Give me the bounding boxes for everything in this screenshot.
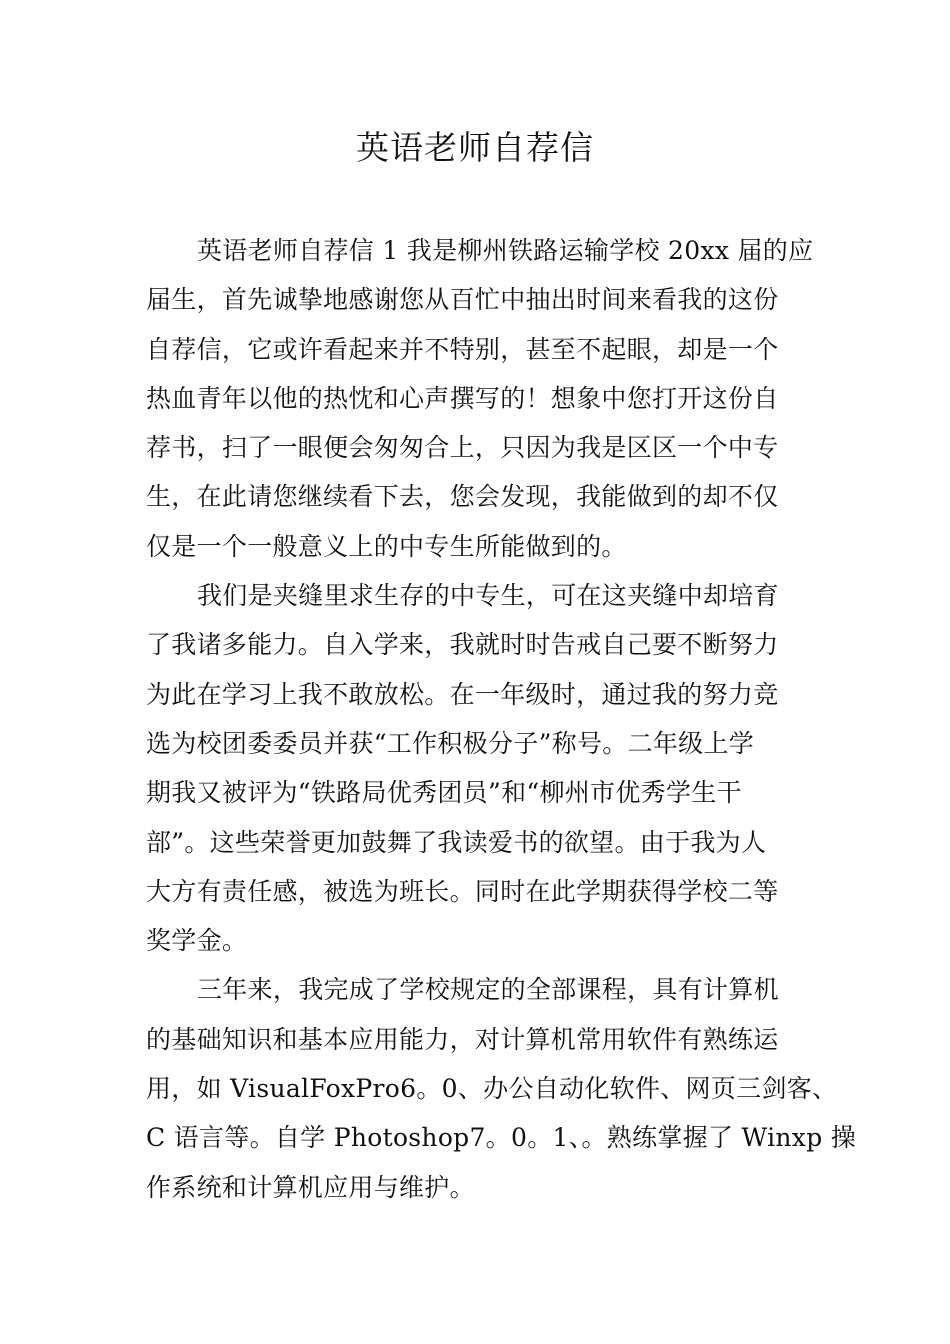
paragraph-line: 仅是一个一般意义上的中专生所能做到的。 bbox=[146, 531, 627, 561]
paragraph-line: 自荐信，它或许看起来并不特别，甚至不起眼，却是一个 bbox=[146, 334, 779, 364]
paragraph-line: 了我诸多能力。自入学来，我就时时告戒自己要不断努力 bbox=[146, 630, 779, 660]
paragraph-line: 用，如 VisualFoxPro6。0、办公自动化软件、网页三剑客、 bbox=[146, 1074, 838, 1104]
paragraph-line: 届生，首先诚挚地感谢您从百忙中抽出时间来看我的这份 bbox=[146, 285, 779, 315]
paragraph-line: 生，在此请您继续看下去，您会发现，我能做到的却不仅 bbox=[146, 482, 779, 512]
paragraph-3 bbox=[146, 965, 857, 1211]
paragraph-line: 奖学金。 bbox=[146, 926, 248, 956]
paragraph-line: 英语老师自荐信 1 我是柳州铁路运输学校 20xx 届的应 bbox=[197, 236, 814, 265]
paragraph-line: 热血青年以他的热忱和心声撰写的！想象中您打开这份自 bbox=[146, 383, 779, 413]
paragraph-line: 的基础知识和基本应用能力，对计算机常用软件有熟练运 bbox=[146, 1024, 779, 1054]
paragraph-line: 我们是夹缝里求生存的中专生，可在这夹缝中却培育 bbox=[197, 581, 779, 611]
paragraph-line: C 语言等。自学 Photoshop7。0。1、。熟练掌握了 Winxp 操 bbox=[146, 1123, 857, 1153]
paragraph-line: 部”。这些荣誉更加鼓舞了我读爱书的欲望。由于我为人 bbox=[146, 827, 767, 857]
paragraph-line: 荐书，扫了一眼便会匆匆合上，只因为我是区区一个中专 bbox=[146, 433, 779, 463]
document-body bbox=[146, 226, 857, 1212]
document-title: 英语老师自荐信 bbox=[356, 128, 594, 167]
paragraph-line: 三年来，我完成了学校规定的全部课程，具有计算机 bbox=[197, 975, 779, 1005]
paragraph-line: 为此在学习上我不敢放松。在一年级时，通过我的努力竞 bbox=[146, 679, 779, 709]
paragraph-2 bbox=[146, 571, 826, 965]
paragraph-line: 大方有责任感，被选为班长。同时在此学期获得学校二等 bbox=[146, 876, 779, 906]
paragraph-line: 作系统和计算机应用与维护。 bbox=[146, 1172, 475, 1202]
paragraph-line: 期我又被评为“铁路局优秀团员”和“柳州市优秀学生干 bbox=[146, 778, 742, 808]
paragraph-line: 选为校团委委员并获“工作积极分子”称号。二年级上学 bbox=[146, 728, 755, 758]
paragraph-1 bbox=[146, 226, 826, 571]
